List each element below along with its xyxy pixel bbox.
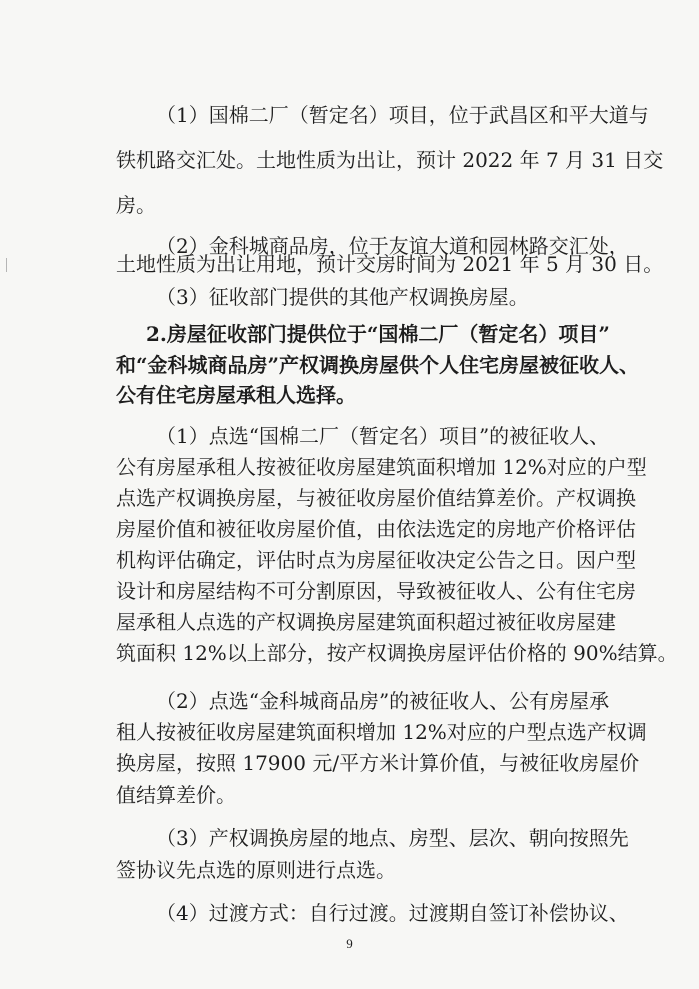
paragraph-line: 签协议先点选的原则进行点选。 bbox=[116, 858, 396, 882]
paragraph-line: 铁机路交汇处。土地性质为出让，预计 2022 年 7 月 31 日交 bbox=[116, 148, 664, 172]
paragraph-line: （3）征收部门提供的其他产权调换房屋。 bbox=[156, 285, 529, 309]
paragraph-line: （2）金科城商品房，位于友谊大道和园林路交汇处， bbox=[156, 234, 629, 258]
paragraph-line: （1）点选“国棉二厂（暂定名）项目”的被征收人、 bbox=[156, 424, 610, 448]
paragraph-line: 租人按被征收房屋建筑面积增加 12%对应的户型点选产权调 bbox=[116, 720, 647, 744]
paragraph-line: 设计和房屋结构不可分割原因，导致被征收人、公有住宅房 bbox=[116, 579, 636, 603]
paragraph-line: 换房屋，按照 17900 元/平方米计算价值，与被征收房屋价 bbox=[116, 751, 640, 775]
paragraph-line: 房屋价值和被征收房屋价值，由依法选定的房地产价格评估 bbox=[116, 517, 636, 541]
paragraph-line: （2）点选“金科城商品房”的被征收人、公有房屋承 bbox=[156, 689, 610, 713]
section-heading-line: 公有住宅房屋承租人选择。 bbox=[116, 383, 356, 407]
paragraph-line: 值结算差价。 bbox=[116, 783, 236, 807]
paragraph-line: （4）过渡方式：自行过渡。过渡期自签订补偿协议、 bbox=[156, 901, 629, 925]
paragraph-line: 公有房屋承租人按被征收房屋建筑面积增加 12%对应的户型 bbox=[116, 455, 647, 479]
section-heading-line: 和“金科城商品房”产权调换房屋供个人住宅房屋被征收人、 bbox=[116, 353, 640, 377]
section-heading-line: 2.房屋征收部门提供位于“国棉二厂（暂定名）项目” bbox=[146, 322, 610, 346]
paragraph-line: （3）产权调换房屋的地点、房型、层次、朝向按照先 bbox=[156, 826, 629, 850]
scan-margin-mark bbox=[6, 258, 7, 272]
paragraph-line: （1）国棉二厂（暂定名）项目，位于武昌区和平大道与 bbox=[156, 103, 649, 127]
paragraph-line: 屋承租人点选的产权调换房屋建筑面积超过被征收房屋建 bbox=[116, 610, 616, 634]
paragraph-line: 点选产权调换房屋，与被征收房屋价值结算差价。产权调换 bbox=[116, 486, 636, 510]
paragraph-line: 筑面积 12%以上部分，按产权调换房屋评估价格的 90%结算。 bbox=[116, 641, 678, 665]
paragraph-line: 机构评估确定，评估时点为房屋征收决定公告之日。因户型 bbox=[116, 548, 636, 572]
page-number: 9 bbox=[346, 936, 353, 951]
paragraph-line: 房。 bbox=[116, 193, 156, 217]
paragraph-line: 土地性质为出让用地，预计交房时间为 2021 年 5 月 30 日。 bbox=[116, 252, 664, 276]
